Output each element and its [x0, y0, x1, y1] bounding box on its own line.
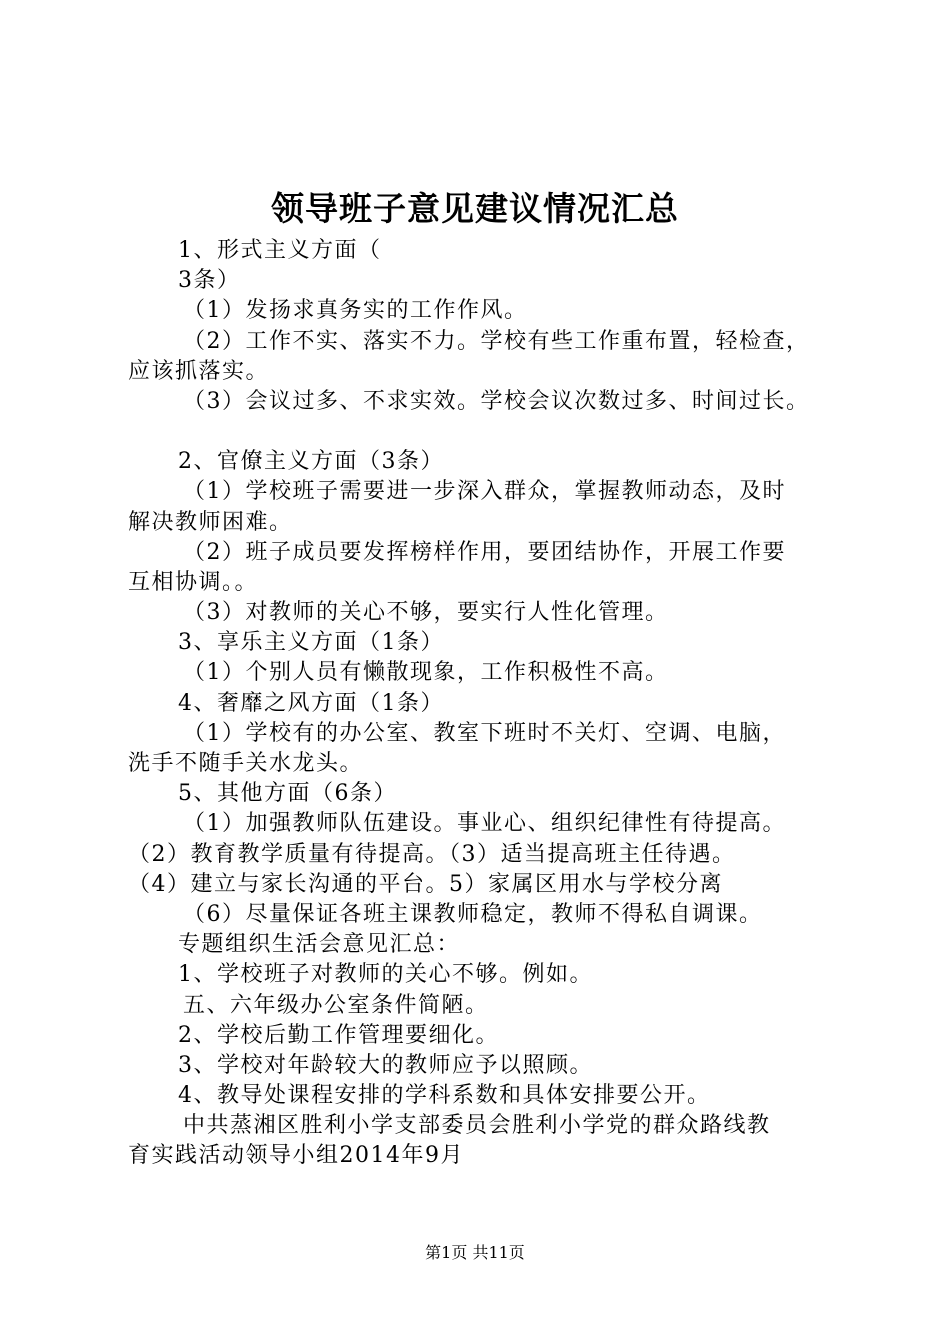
- list-item: （1）个别人员有懒散现象，工作积极性不高。: [183, 660, 669, 686]
- list-item: （2）教育教学质量有待提高。（3）适当提高班主任待遇。: [128, 841, 736, 867]
- list-item: （3）会议过多、不求实效。学校会议次数过多、时间过长。: [183, 388, 810, 414]
- section-heading-2: 2、官僚主义方面（3条）: [178, 449, 444, 475]
- section-heading-1: 1、形式主义方面（: [178, 238, 382, 263]
- section-heading-5: 5、其他方面（6条）: [178, 781, 397, 807]
- list-item: 3、学校对年龄较大的教师应予以照顾。: [178, 1052, 593, 1078]
- list-item-continuation: 互相协调。。: [128, 569, 259, 595]
- section-heading-3: 3、享乐主义方面（1条）: [178, 630, 444, 656]
- paragraph-gap: [128, 417, 858, 447]
- list-item-continuation: 洗手不随手关水龙头。: [128, 751, 364, 776]
- page-number-footer: 第1页 共11页: [425, 1243, 525, 1262]
- list-item: （6）尽量保证各班主课教师稳定，教师不得私自调课。: [183, 901, 763, 927]
- list-item: 2、学校后勤工作管理要细化。: [178, 1022, 499, 1048]
- section-heading-4: 4、奢靡之风方面（1条）: [178, 690, 444, 716]
- list-item: （1）学校班子需要进一步深入群众，掌握教师动态，及时: [183, 479, 786, 505]
- signature-line: 中共蒸湘区胜利小学支部委员会胜利小学党的群众路线教: [183, 1113, 771, 1139]
- list-item: （1）学校有的办公室、教室下班时不关灯、空调、电脑，: [183, 720, 786, 746]
- list-item: 4、教导处课程安排的学科系数和具体安排要公开。: [178, 1083, 711, 1109]
- document-body: [128, 236, 858, 1172]
- list-item: （2）班子成员要发挥榜样作用，要团结协作，开展工作要: [183, 539, 786, 565]
- section-heading-1-count: 3条）: [178, 268, 241, 294]
- document-title: 领导班子意见建议情况汇总: [271, 189, 679, 228]
- list-item: （3）对教师的关心不够，要实行人性化管理。: [183, 600, 669, 626]
- list-item: 五、六年级办公室条件简陋。: [183, 992, 489, 1018]
- list-item: （4）建立与家长沟通的平台。5）家属区用水与学校分离: [128, 871, 723, 897]
- list-item: （1）发扬求真务实的工作作风。: [183, 298, 528, 324]
- list-item-continuation: 应该抓落实。: [128, 358, 270, 384]
- list-item: 1、学校班子对教师的关心不够。例如。: [178, 962, 593, 988]
- subsection-heading: 专题组织生活会意见汇总：: [178, 932, 461, 958]
- list-item: （1）加强教师队伍建设。事业心、组织纪律性有待提高。: [183, 811, 786, 837]
- list-item-continuation: 解决教师困难。: [128, 509, 293, 535]
- signature-line-continuation: 育实践活动领导小组2014年9月: [128, 1143, 464, 1169]
- list-item: （2）工作不实、落实不力。学校有些工作重布置，轻检查，: [183, 328, 810, 354]
